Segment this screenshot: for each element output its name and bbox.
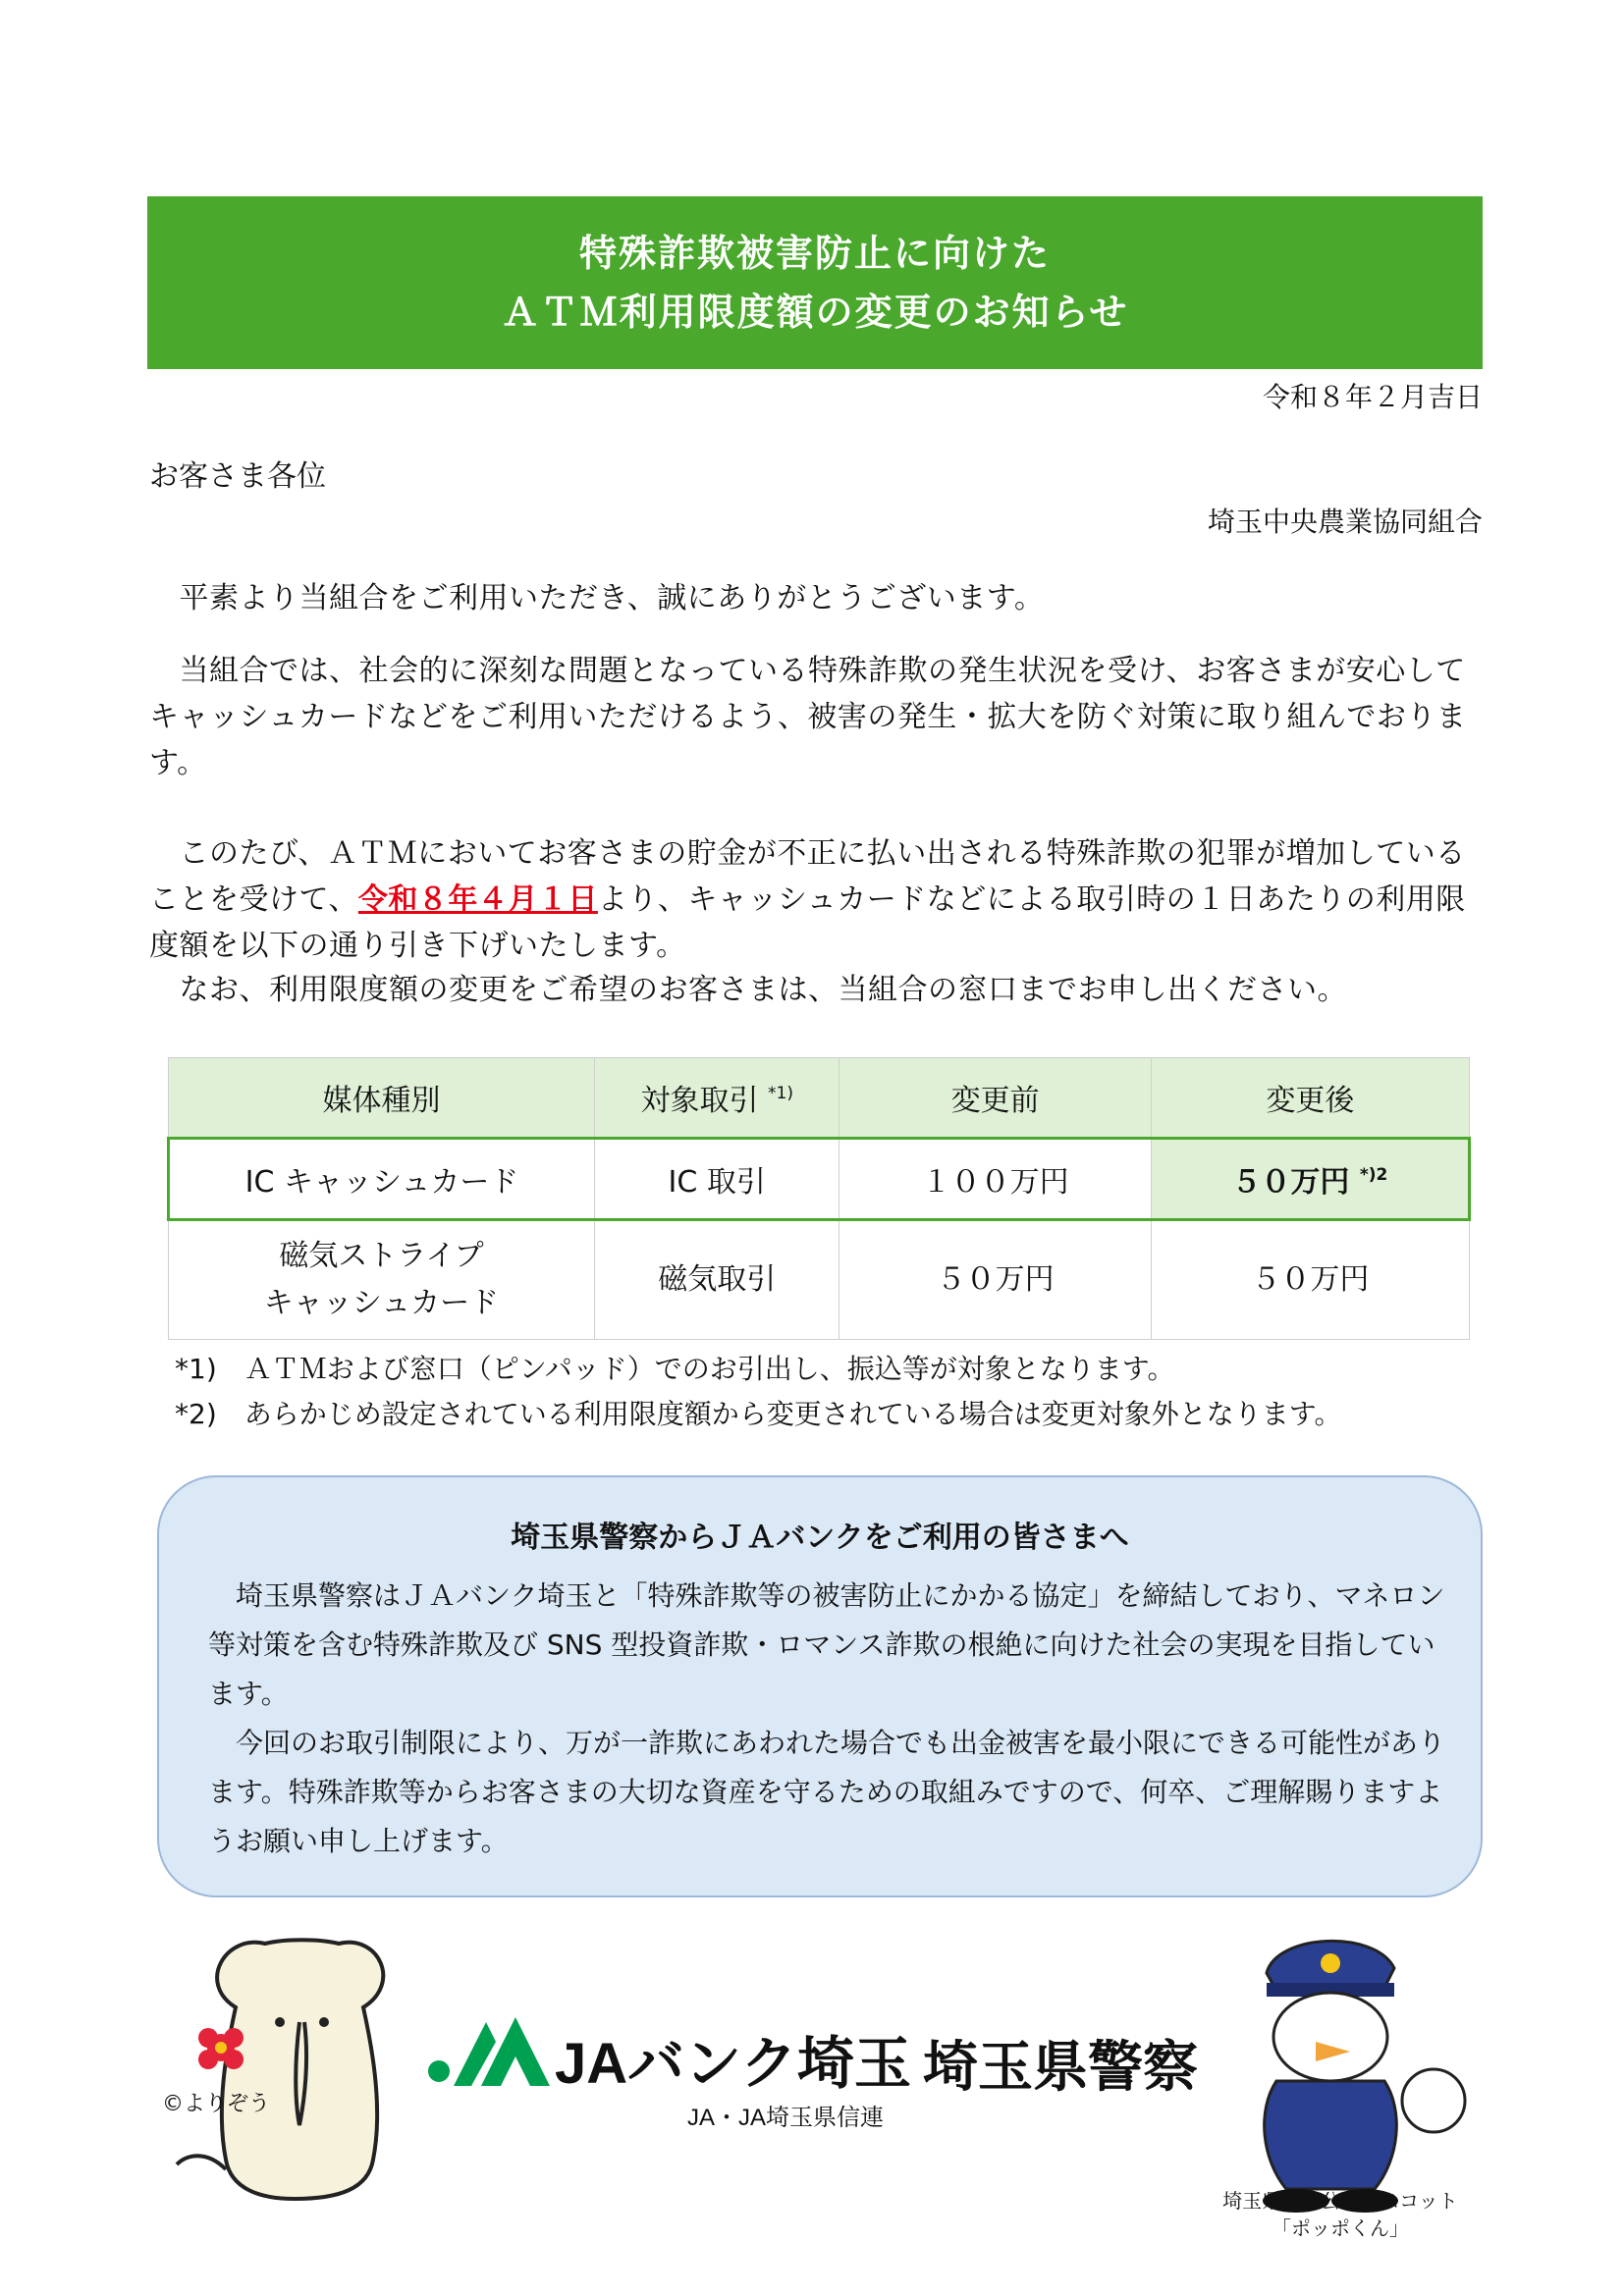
addressee: お客さま各位 — [149, 459, 326, 494]
limit-change-table — [167, 1057, 1471, 1340]
notice-date: 令和８年２月吉日 — [1262, 381, 1483, 413]
ja-bank-mark — [428, 2017, 550, 2086]
cell-transaction: 磁気取引 — [594, 1220, 839, 1340]
police-mascot-caption-line1: 埼玉県警察公式マスコット — [1222, 2189, 1458, 2213]
cell-media-line2: キャッシュカード — [263, 1286, 500, 1320]
header-transaction — [594, 1058, 839, 1139]
change-paragraph-lead: このたび、ＡＴＭにおいてお客さまの貯金が不正に払い出される特殊詐欺の犯罪が増加していることを受けて、 — [149, 836, 1466, 917]
cell-after: ５０万円 — [1151, 1220, 1469, 1340]
change-paragraph-tail: より、キャッシュカードなどによる取引時の１日あたりの利用限度額を以下の通り引き下げいたします。 — [149, 882, 1466, 963]
header-before: 変更前 — [839, 1058, 1151, 1139]
note-2: *2) あらかじめ設定されている利用限度額から変更されている場合は変更対象外となります。 — [175, 1398, 1342, 1430]
cell-media-line1: 磁気ストライプ — [279, 1239, 484, 1273]
cell-after — [1151, 1139, 1469, 1220]
table-header-row — [169, 1058, 1470, 1139]
title-line-2: ＡＴＭ利用限度額の変更のお知らせ — [501, 291, 1129, 334]
police-message-body — [208, 1572, 1445, 1866]
cell-media — [169, 1220, 595, 1340]
inquiry-paragraph: なお、利用限度額の変更をご希望のお客さまは、当組合の窓口までお申し出ください。 — [149, 973, 1347, 1007]
change-paragraph — [149, 830, 1485, 969]
table-row — [169, 1220, 1470, 1340]
yorizo-mascot-illustration — [177, 1940, 383, 2199]
poppo-kun-mascot-illustration — [1263, 1941, 1465, 2213]
police-message-para-1: 埼玉県警察はＪＡバンク埼玉と「特殊詐欺等の被害防止にかかる協定」を締結しており、マネロン等対策を含む特殊詐欺及び SNS 型投資詐欺・ロマンス詐欺の根絶に向けた社会の実現を目指しています。 — [208, 1579, 1445, 1710]
effective-date-highlight: 令和８年４月１日 — [357, 882, 598, 917]
greeting-paragraph: 平素より当組合をご利用いただき、誠にありがとうございます。 — [149, 581, 1045, 615]
background-paragraph: 当組合では、社会的に深刻な問題となっている特殊詐欺の発生状況を受け、お客さまが安心してキャッシュカードなどをご利用いただけるよう、被害の発生・拡大を防ぐ対策に取り組んでおります。 — [149, 654, 1467, 780]
title-line-1: 特殊詐欺被害防止に向けた — [578, 232, 1051, 275]
title-banner — [147, 196, 1483, 369]
footer-logo-bar — [0, 1914, 1624, 2228]
police-mascot-caption — [1178, 2187, 1502, 2242]
police-message-para-2: 今回のお取引制限により、万が一詐欺にあわれた場合でも出金被害を最小限にできる可能性があります。特殊詐欺等からお客さまの大切な資産を守るための取組みですので、何卒、ご理解賜りますようお願い申し上げます。 — [208, 1727, 1446, 1857]
table-notes — [175, 1347, 1342, 1437]
police-message-box — [157, 1475, 1483, 1897]
cell-media: IC キャッシュカード — [169, 1139, 595, 1220]
sender-name: 埼玉中央農業協同組合 — [1207, 506, 1483, 538]
header-after: 変更後 — [1151, 1058, 1469, 1139]
note-1: *1) ＡＴＭおよび窓口（ピンパッド）でのお引出し、振込等が対象となります。 — [175, 1353, 1175, 1385]
cell-after-value: ５０万円 — [1231, 1165, 1350, 1200]
header-transaction-label: 対象取引 — [640, 1084, 759, 1118]
ja-bank-logo-subtext: JA・JA埼玉県信連 — [687, 2105, 885, 2131]
cell-before: １００万円 — [839, 1139, 1151, 1220]
table-row — [169, 1139, 1470, 1220]
yorizo-copyright: ©よりぞう — [162, 2092, 271, 2116]
header-media: 媒体種別 — [169, 1058, 595, 1139]
header-transaction-note: *1) — [768, 1084, 793, 1103]
police-mascot-caption-line2: 「ポッポくん」 — [1272, 2216, 1409, 2240]
saitama-police-name: 埼玉県警察 — [923, 2036, 1198, 2098]
ja-bank-logo-text: JAバンク埼玉 — [555, 2032, 911, 2096]
cell-before: ５０万円 — [839, 1220, 1151, 1340]
cell-after-note: *)2 — [1359, 1165, 1388, 1185]
police-message-title: 埼玉県警察からＪＡバンクをご利用の皆さまへ — [511, 1521, 1129, 1555]
cell-transaction: IC 取引 — [594, 1139, 839, 1220]
